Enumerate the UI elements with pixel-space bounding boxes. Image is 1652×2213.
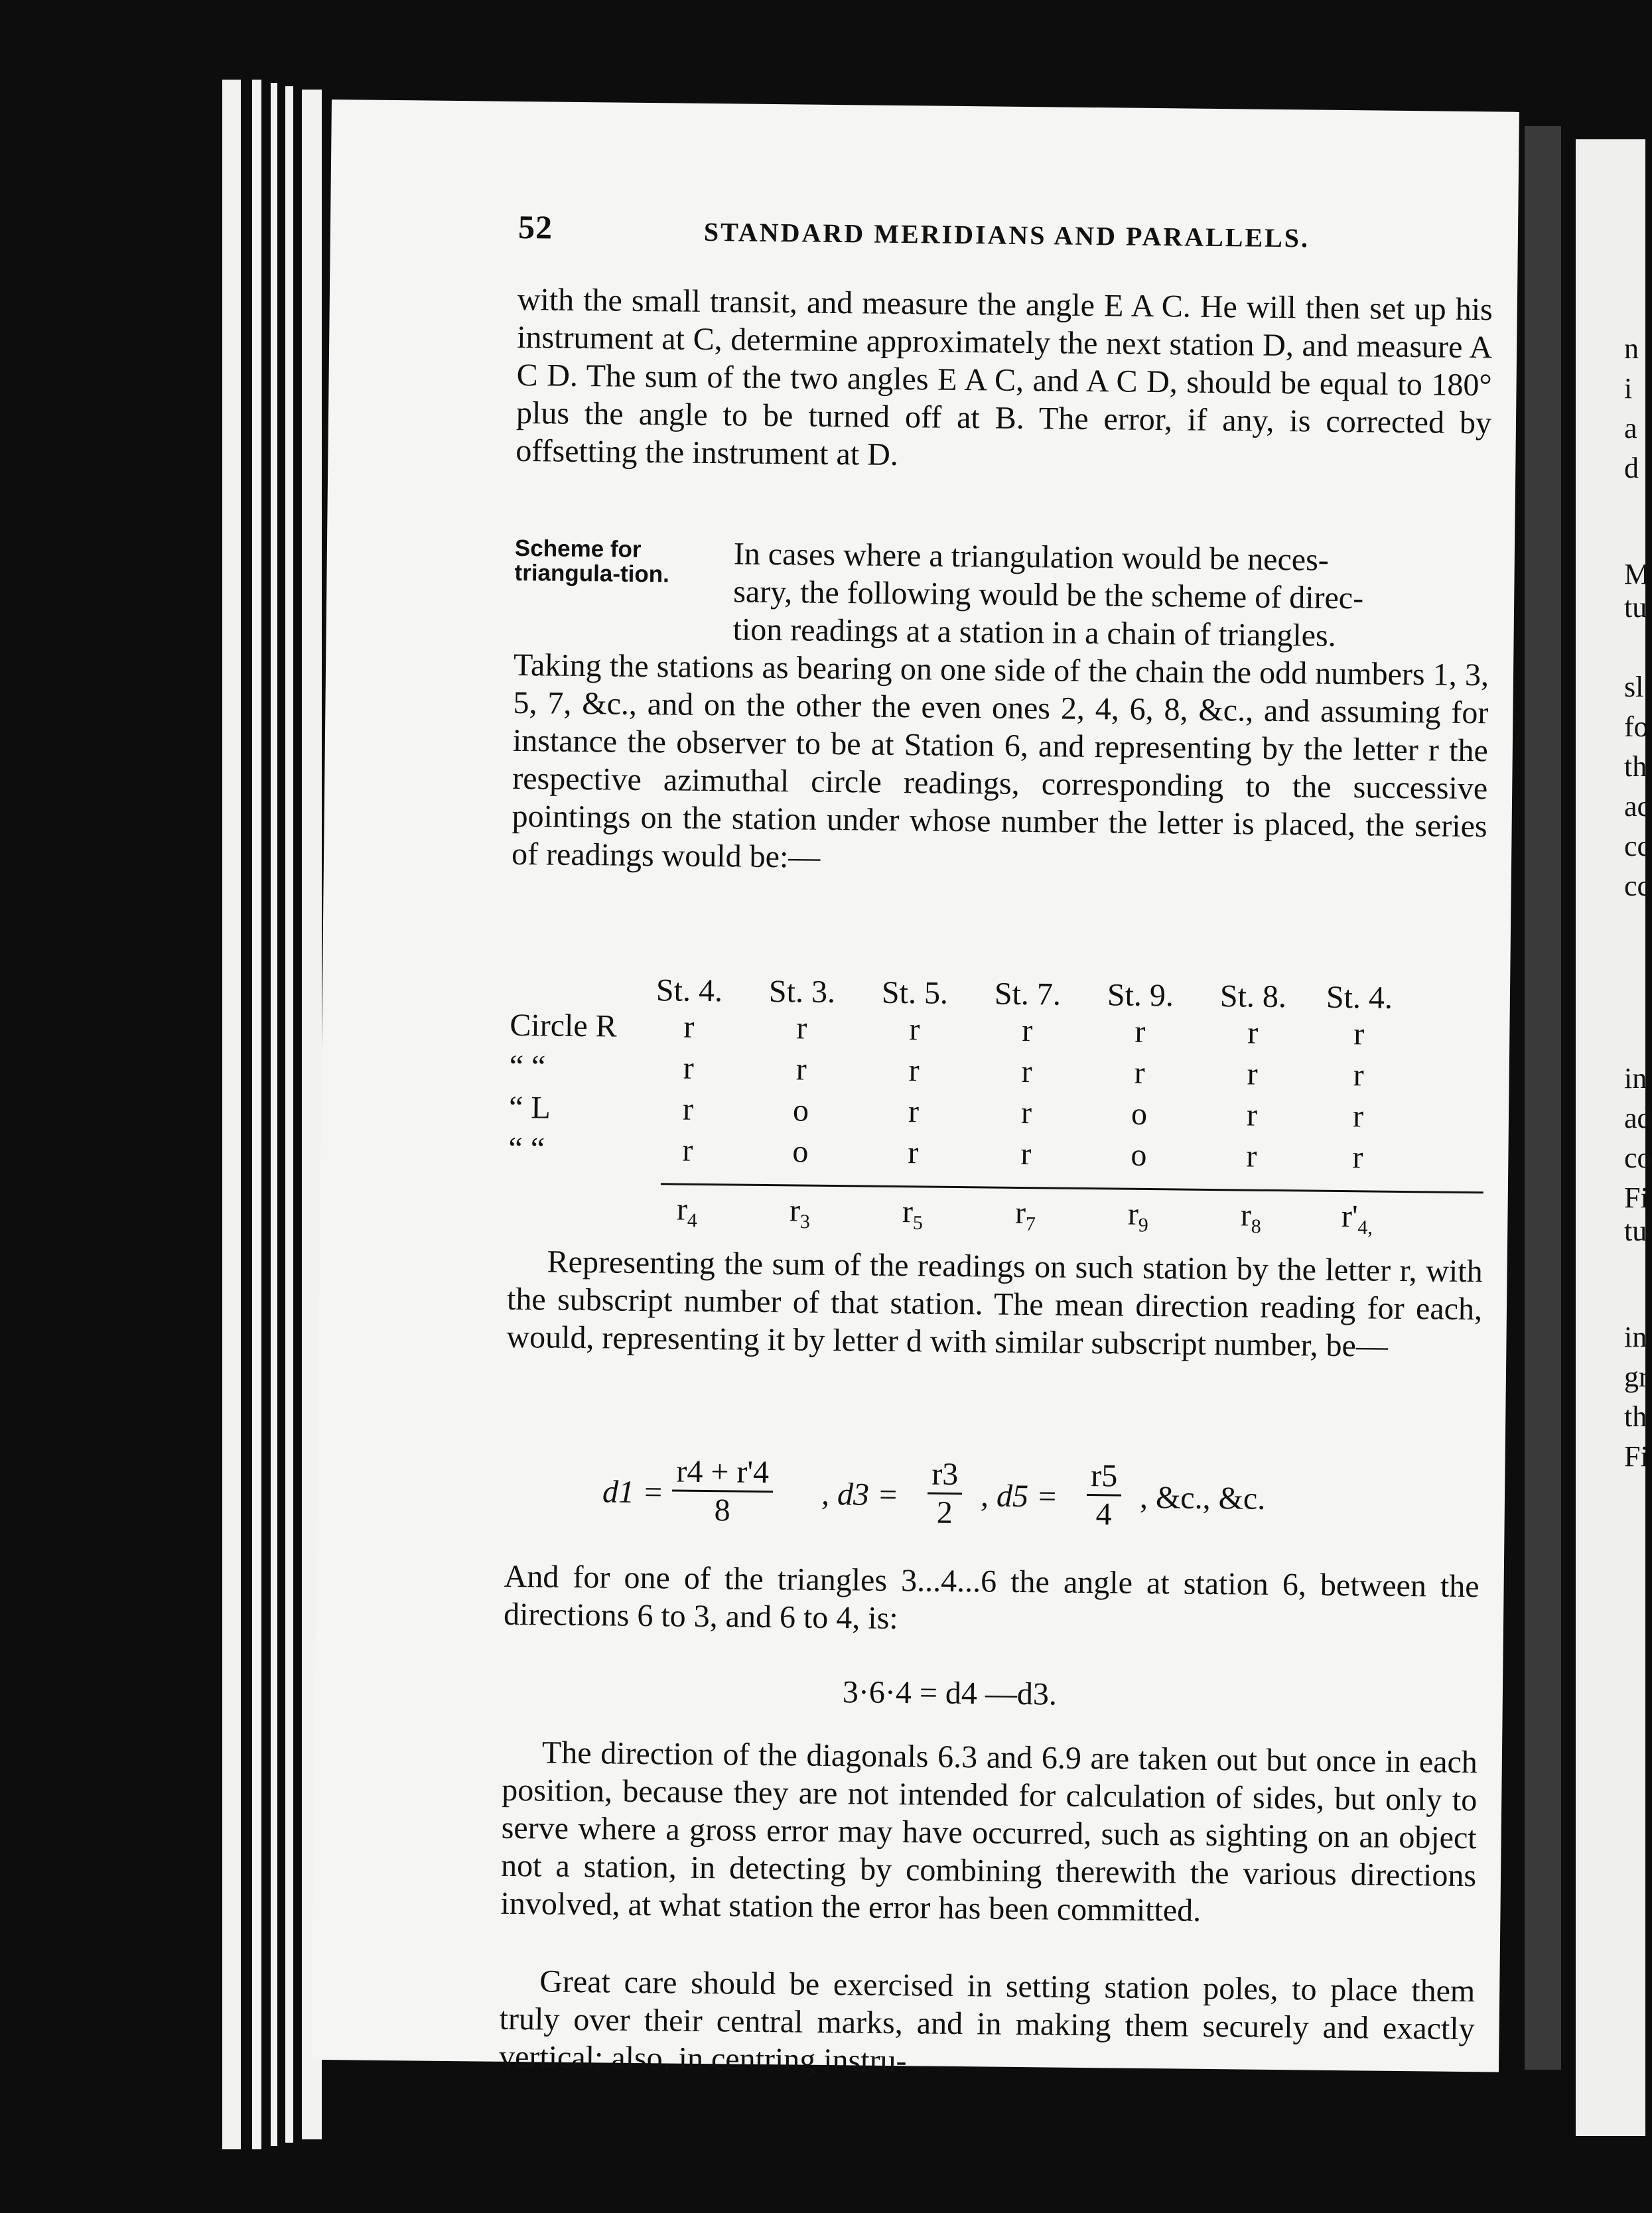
formula-tail: , &c., &c.	[1139, 1479, 1266, 1516]
table-cell: r	[1353, 1016, 1365, 1052]
formula-d3-denominator: 2	[936, 1495, 953, 1530]
paragraph-4: And for one of the triangles 3...4...6 the angle at station 6, between the directions 6 to 3, and 6 to 4, is:	[503, 1558, 1480, 1637]
table-cell: r	[1022, 1012, 1033, 1049]
paragraph-2-line-1: In cases where a triangulation would be neces-	[733, 536, 1330, 578]
facing-page-text-fragment: tu	[1624, 591, 1647, 624]
table-cell: r	[1352, 1140, 1363, 1175]
facing-page-text-fragment: d	[1624, 452, 1639, 484]
table-cell: r	[908, 1135, 919, 1171]
table-cell: r	[1352, 1099, 1364, 1134]
table-row-label: “ “	[508, 1130, 545, 1167]
table-sum: $r_3$	[789, 1193, 810, 1233]
table-cell: r	[795, 1051, 807, 1087]
book-edge	[222, 80, 241, 2149]
table-column-header: St. 8.	[1219, 978, 1287, 1015]
table-cell: r	[682, 1091, 694, 1127]
paragraph-6	[499, 1962, 1476, 2086]
table-cell: r	[683, 1009, 695, 1045]
page-gutter	[1525, 126, 1561, 2070]
facing-page-text-fragment: cc	[1624, 870, 1651, 902]
page-number: 52	[517, 208, 553, 246]
table-cell: r	[1135, 1014, 1146, 1049]
paragraph-2-line-2: sary, the following would be the scheme of direc-	[732, 574, 1364, 616]
facing-page-text-fragment: Fi	[1624, 1181, 1649, 1214]
table-cell: r	[1020, 1136, 1032, 1172]
paragraph-5-body: but once in each position, because they are not intended for calculation of sides, but only to serve where a gross error may have occurred, such as sighting on an object not a station, in detecting by combining therewith the various directions involved, at what station the error has been committed.	[500, 1742, 1478, 1928]
table-cell: r	[682, 1132, 693, 1168]
paragraph-2	[512, 533, 1490, 883]
facing-page-text-fragment: a	[1624, 412, 1637, 444]
page-header	[517, 208, 1500, 253]
facing-page-text-fragment: in	[1624, 1321, 1647, 1353]
formula-d3-numerator: r3	[928, 1456, 963, 1495]
table-sum: $r_4$	[676, 1191, 697, 1232]
mean-direction-formula	[602, 1452, 1465, 1541]
table-cell: r	[1020, 1095, 1032, 1131]
table-column-header: St. 3.	[768, 973, 836, 1010]
paragraph-2-body: Taking the stations as bearing on one side of the chain the odd numbers 1, 3, 5, 7, &c., and on the other the even ones 2, 4, 6, 8, &c., and assuming for instance the observer to be at Station 6, and representing by the letter r the respective azimuthal circle readings, corresponding to the successive pointings on the station under whose number the letter is placed, the series of readings would be:—	[511, 647, 1489, 875]
facing-page-text-fragment: i	[1624, 372, 1633, 405]
table-cell: r	[796, 1010, 807, 1046]
running-head: STANDARD MERIDIANS AND PARALLELS.	[703, 216, 1310, 253]
table-cell: r	[908, 1053, 920, 1089]
margin-note: Scheme for triangula-tion.	[514, 535, 670, 588]
formula-d3-fraction	[927, 1456, 962, 1532]
formula-d5-fraction	[1086, 1457, 1121, 1533]
facing-page-text-fragment: co	[1624, 1142, 1652, 1174]
table-cell: r	[908, 1094, 920, 1130]
formula-d5-denominator: 4	[1095, 1497, 1112, 1532]
table-cell: r	[909, 1012, 920, 1047]
book-edge	[252, 80, 261, 2149]
table-cell: r	[1134, 1055, 1145, 1091]
facing-page-text-fragment: fo	[1624, 710, 1649, 743]
formula-d1-fraction	[671, 1453, 773, 1529]
paragraph-6-body: place them truly over their central marks, and in making them securely and exactly vertical; also, in centring instru-	[498, 1972, 1476, 2079]
formula-d1-label: d1 =	[602, 1474, 664, 1510]
formula-d5-label: , d5 =	[980, 1478, 1058, 1514]
table-cell: o	[792, 1093, 809, 1128]
table-row-label: “ L	[508, 1089, 551, 1126]
formula-d1-numerator: r4 + r'4	[672, 1453, 773, 1493]
table-cell: o	[792, 1134, 809, 1170]
paragraph-5-first: The direction of the diagonals 6.3 and 6.9 are taken out	[541, 1735, 1258, 1778]
table-cell: r	[1247, 1056, 1258, 1092]
facing-page-text-fragment: ad	[1624, 1102, 1652, 1134]
formula-d1-denominator: 8	[714, 1493, 730, 1528]
facing-page-text-fragment: tu	[1624, 1215, 1647, 1247]
table-cell: r	[1246, 1138, 1257, 1174]
table-cell: o	[1131, 1137, 1147, 1173]
book-page	[311, 100, 1519, 2079]
table-row-label: “ “	[509, 1048, 546, 1085]
table-sum: $r_5$	[902, 1194, 923, 1235]
table-column-header: St. 9.	[1107, 977, 1174, 1014]
table-column-header: St. 5.	[881, 974, 949, 1011]
facing-page-text-fragment: gr	[1624, 1361, 1649, 1393]
table-sum: $r'_{4,}$	[1341, 1199, 1373, 1239]
table-column-header: St. 7.	[994, 976, 1062, 1012]
table-cell: o	[1131, 1096, 1148, 1132]
facing-page-text-fragment: sl	[1624, 671, 1644, 703]
table-cell: r	[1353, 1057, 1364, 1093]
table-sum: $r_9$	[1127, 1196, 1148, 1237]
table-column-header: St. 4.	[655, 972, 723, 1009]
book-edge	[285, 86, 293, 2143]
table-row-label: Circle R	[510, 1007, 617, 1044]
facing-page-text-fragment: ac	[1624, 790, 1651, 823]
table-cell: r	[1246, 1097, 1258, 1133]
facing-page-text-fragment: cc	[1624, 830, 1651, 862]
paragraph-3	[506, 1242, 1483, 1366]
paragraph-5	[500, 1733, 1478, 1932]
table-sum: $r_7$	[1014, 1195, 1036, 1235]
paragraph-3-body: the letter r, with the subscript number of that station. The mean direction reading for each, would, representing it by letter d with similar subscript number, be—	[506, 1252, 1483, 1364]
paragraph-3-first: Representing the sum of the readings on such station by	[547, 1244, 1269, 1287]
table-cell: r	[683, 1050, 694, 1086]
book-edge	[271, 83, 277, 2146]
facing-page-text-fragment: n	[1624, 332, 1639, 365]
formula-d3-label: , d3 =	[821, 1476, 899, 1513]
table-column-header: St. 4.	[1326, 979, 1393, 1016]
table-cell: r	[1247, 1015, 1259, 1051]
angle-equation: 3·6·4 = d4 —d3.	[842, 1674, 1058, 1712]
paragraph-1: with the small transit, and measure the angle E A C. He will then set up his instrument at C, determine approximately the next station D, and measure A C D. The sum of the two angles E A C, and A C D, should be equal to 180° plus the angle to be turned off at B. The error, if any, is corrected by offsetting the instrument at D.	[516, 281, 1493, 472]
facing-page-text-fragment: in	[1624, 1062, 1647, 1095]
formula-d5-numerator: r5	[1087, 1457, 1122, 1497]
facing-page-text-fragment: Fi	[1624, 1440, 1649, 1473]
table-cell: r	[1021, 1053, 1032, 1090]
paragraph-2-line-3: tion readings at a station in a chain of triangles.	[732, 612, 1336, 653]
facing-page-text-fragment: th	[1624, 1400, 1647, 1433]
readings-table	[508, 971, 1485, 1239]
paragraph-6-first: Great care should be exercised in setting station poles, to	[539, 1964, 1317, 2007]
facing-page-text-fragment: th	[1624, 750, 1647, 783]
facing-page-text-fragment: M	[1624, 558, 1651, 590]
table-sum: $r_8$	[1240, 1197, 1261, 1238]
